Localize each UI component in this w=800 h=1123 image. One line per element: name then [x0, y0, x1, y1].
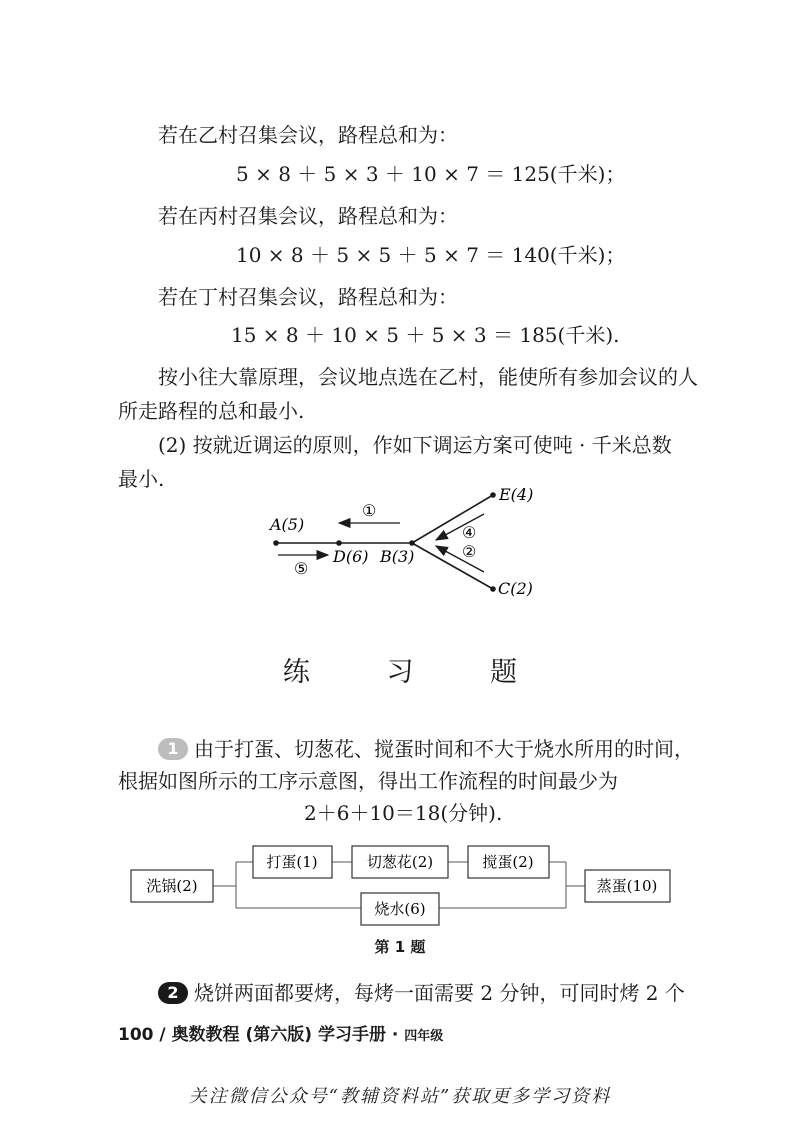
box-stir-eggs-label: 搅蛋(2): [482, 853, 534, 871]
box-chop-scallions-label: 切葱花(2): [366, 853, 434, 871]
node-c-label: C(2): [498, 579, 533, 598]
exercises-heading: 练 习 题: [282, 657, 552, 688]
node-b-label: B(3): [380, 547, 415, 566]
route-b-e: [412, 495, 493, 543]
part2-line-2: 最小.: [118, 467, 165, 491]
box-beat-eggs-label: 打蛋(1): [266, 853, 318, 871]
arrow-2: [436, 546, 484, 572]
conclusion-line-1: 按小往大靠原理，会议地点选在乙村，能使所有参加会议的人: [158, 365, 698, 389]
box-steam-eggs-label: 蒸蛋(10): [596, 877, 658, 895]
paragraph-village-yi: 若在乙村召集会议，路程总和为：: [158, 123, 458, 147]
exercise-1-line-2: 根据如图所示的工序示意图，得出工作流程的时间最少为: [118, 769, 618, 793]
footer-divider: /: [159, 1025, 166, 1045]
node-e-label: E(4): [499, 485, 534, 504]
exercise-1-number-badge: 1: [158, 738, 188, 760]
node-c-dot: [490, 586, 496, 592]
node-a-dot: [273, 540, 279, 546]
node-a-label: A(5): [270, 515, 305, 534]
paragraph-village-bing: 若在丙村召集会议，路程总和为：: [158, 204, 458, 228]
box-boil-water-label: 烧水(6): [374, 900, 426, 918]
box-wash-pot-label: 洗锅(2): [146, 877, 198, 895]
grade-label: 四年级: [404, 1029, 444, 1044]
node-b-dot: [409, 540, 415, 546]
part2-line-1: (2) 按就近调运的原则，作如下调运方案可使吨 · 千米总数: [158, 433, 672, 457]
paragraph-village-ding: 若在丁村召集会议，路程总和为：: [158, 285, 458, 309]
flowchart-caption: 第 1 题: [374, 938, 426, 956]
node-e-dot: [490, 492, 496, 498]
exercise-2-number-badge: 2: [158, 982, 188, 1004]
node-d-label: D(6): [333, 547, 369, 566]
exercise-1-line-1: [158, 734, 694, 764]
process-flowchart: [0, 835, 800, 935]
exercise-2-text-1: 烧饼两面都要烤，每烤一面需要 2 分钟，可同时烤 2 个: [194, 981, 685, 1005]
formula-village-yi: 5 × 8 ＋ 5 × 3 ＋ 10 × 7 ＝ 125(千米)；: [236, 162, 626, 186]
conclusion-line-2: 所走路程的总和最小.: [118, 399, 305, 423]
watermark-text: 关注微信公众号“教辅资料站”获取更多学习资料: [188, 1086, 612, 1107]
node-d-dot: [336, 540, 342, 546]
arrow-4-label: ④: [462, 523, 477, 542]
formula-village-bing: 10 × 8 ＋ 5 × 5 ＋ 5 × 7 ＝ 140(千米)；: [236, 243, 626, 267]
page-number: 100: [118, 1025, 154, 1045]
exercise-2-line-1: [158, 978, 685, 1008]
arrow-4: [436, 514, 484, 540]
route-b-c: [412, 543, 493, 589]
page-footer: [118, 1020, 443, 1045]
exercise-1-text-1: 由于打蛋、切葱花、搅蛋时间和不大于烧水所用的时间，: [194, 737, 694, 761]
exercise-1-formula: 2＋6＋10＝18(分钟).: [304, 801, 503, 825]
book-title: 奥数教程 (第六版) 学习手册 ·: [171, 1025, 399, 1045]
arrow-5-label: ⑤: [294, 559, 309, 578]
transport-diagram: [0, 480, 800, 610]
arrow-2-label: ②: [462, 542, 477, 561]
arrow-1-label: ①: [362, 501, 377, 520]
formula-village-ding: 15 × 8 ＋ 10 × 5 ＋ 5 × 3 ＝ 185(千米).: [231, 323, 620, 347]
